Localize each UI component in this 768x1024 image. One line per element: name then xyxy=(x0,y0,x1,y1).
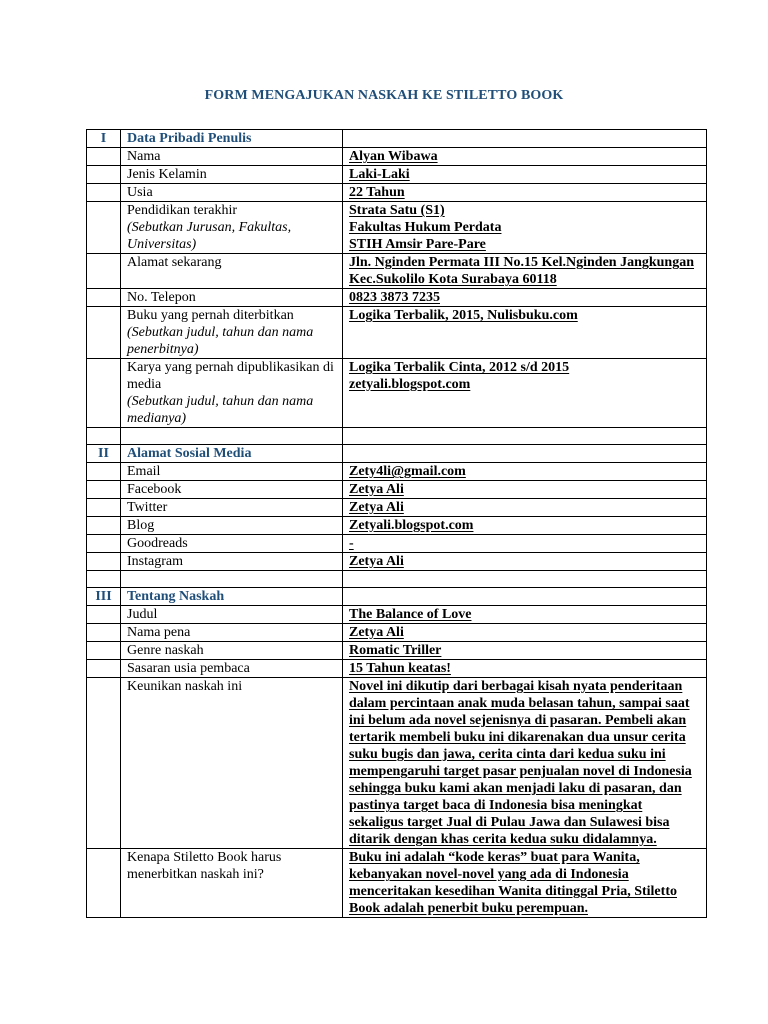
field-label-cell xyxy=(121,202,343,254)
field-value xyxy=(343,481,707,499)
section-header-value-cell xyxy=(343,130,707,148)
form-row xyxy=(87,166,707,184)
section-number: II xyxy=(87,445,121,463)
row-number-cell xyxy=(87,849,121,918)
field-label: Goodreads xyxy=(127,536,188,551)
form-row xyxy=(87,606,707,624)
section-header-row xyxy=(87,130,707,148)
field-label: No. Telepon xyxy=(127,290,196,305)
field-value xyxy=(343,307,707,359)
row-number-cell xyxy=(87,481,121,499)
field-label: Buku yang pernah diterbitkan xyxy=(127,308,294,323)
field-value-line: Zety4li@gmail.com xyxy=(349,464,466,479)
field-value xyxy=(343,184,707,202)
field-value xyxy=(343,499,707,517)
field-value-line: - xyxy=(349,536,354,551)
field-label: Email xyxy=(127,464,161,479)
field-label: Keunikan naskah ini xyxy=(127,679,243,694)
field-label-cell xyxy=(121,535,343,553)
field-value xyxy=(343,517,707,535)
form-row xyxy=(87,148,707,166)
field-value xyxy=(343,289,707,307)
row-number-cell xyxy=(87,202,121,254)
blank-cell xyxy=(87,571,121,588)
section-header-value-cell xyxy=(343,445,707,463)
field-value-line: Zetya Ali xyxy=(349,500,404,515)
field-value xyxy=(343,678,707,849)
field-value-line: The Balance of Love xyxy=(349,607,472,622)
field-hint: (Sebutkan judul, tahun dan nama medianya) xyxy=(127,394,314,426)
field-value-line: Fakultas Hukum Perdata xyxy=(349,220,502,235)
field-label-cell xyxy=(121,148,343,166)
form-row xyxy=(87,535,707,553)
field-label: Usia xyxy=(127,185,153,200)
section-number: I xyxy=(87,130,121,148)
field-value xyxy=(343,624,707,642)
field-label-cell xyxy=(121,678,343,849)
field-value-line: Zetya Ali xyxy=(349,482,404,497)
field-value-line: Strata Satu (S1) xyxy=(349,203,445,218)
field-value-line: Zetyali.blogspot.com xyxy=(349,518,474,533)
form-row xyxy=(87,499,707,517)
form-row xyxy=(87,307,707,359)
field-label-cell xyxy=(121,307,343,359)
form-row xyxy=(87,254,707,289)
form-row xyxy=(87,660,707,678)
section-header-value-cell xyxy=(343,588,707,606)
field-value xyxy=(343,535,707,553)
row-number-cell xyxy=(87,359,121,428)
form-title: FORM MENGAJUKAN NASKAH KE STILETTO BOOK xyxy=(204,88,564,103)
field-value-line: Zetya Ali xyxy=(349,554,404,569)
form-row xyxy=(87,517,707,535)
form-row xyxy=(87,202,707,254)
field-label-cell xyxy=(121,499,343,517)
form-body xyxy=(87,130,707,918)
row-number-cell xyxy=(87,184,121,202)
field-label-cell xyxy=(121,359,343,428)
field-label: Twitter xyxy=(127,500,168,515)
field-value-line: Logika Terbalik Cinta, 2012 s/d 2015 xyxy=(349,360,570,375)
section-heading: Alamat Sosial Media xyxy=(121,445,343,463)
blank-cell xyxy=(121,428,343,445)
field-value-line: zetyali.blogspot.com xyxy=(349,377,471,392)
row-number-cell xyxy=(87,624,121,642)
field-label-cell xyxy=(121,254,343,289)
field-value-line: Buku ini adalah “kode keras” buat para Wanita, kebanyakan novel-novel yang ada di Indonesia menceritakan kesedihan Wanita ditinggal Pria, Stiletto Book adalah penerbit buku perempuan. xyxy=(349,850,677,916)
field-label: Pendidikan terakhir xyxy=(127,203,238,218)
section-header-row xyxy=(87,445,707,463)
field-value-line: STIH Amsir Pare-Pare xyxy=(349,237,486,252)
field-value xyxy=(343,606,707,624)
row-number-cell xyxy=(87,642,121,660)
field-label: Alamat sekarang xyxy=(127,255,222,270)
field-value xyxy=(343,463,707,481)
form-row xyxy=(87,642,707,660)
field-label: Genre naskah xyxy=(127,643,204,658)
field-value xyxy=(343,166,707,184)
field-value-line: Laki-Laki xyxy=(349,167,410,182)
form-row xyxy=(87,289,707,307)
submission-form-table xyxy=(86,129,707,918)
row-number-cell xyxy=(87,660,121,678)
field-label-cell xyxy=(121,849,343,918)
field-label-cell xyxy=(121,166,343,184)
field-label-cell xyxy=(121,481,343,499)
section-heading: Data Pribadi Penulis xyxy=(121,130,343,148)
field-value-line: Alyan Wibawa xyxy=(349,149,438,164)
form-row xyxy=(87,481,707,499)
form-row xyxy=(87,359,707,428)
blank-separator-row xyxy=(87,428,707,445)
field-label-cell xyxy=(121,553,343,571)
field-value-line: Jln. Nginden Permata III No.15 Kel.Nginden Jangkungan Kec.Sukolilo Kota Surabaya 60118 xyxy=(349,255,695,287)
form-row xyxy=(87,184,707,202)
row-number-cell xyxy=(87,307,121,359)
form-row xyxy=(87,624,707,642)
blank-cell xyxy=(343,428,707,445)
field-label: Blog xyxy=(127,518,155,533)
field-value xyxy=(343,254,707,289)
field-label: Instagram xyxy=(127,554,183,569)
row-number-cell xyxy=(87,535,121,553)
row-number-cell xyxy=(87,553,121,571)
field-label-cell xyxy=(121,660,343,678)
field-hint: (Sebutkan Jurusan, Fakultas, Universitas) xyxy=(127,220,292,252)
field-value-line: Zetya Ali xyxy=(349,625,404,640)
row-number-cell xyxy=(87,166,121,184)
field-hint: (Sebutkan judul, tahun dan nama penerbitnya) xyxy=(127,325,314,357)
field-value xyxy=(343,202,707,254)
field-label: Judul xyxy=(127,607,158,622)
field-value-line: 22 Tahun xyxy=(349,185,405,200)
field-label-cell xyxy=(121,184,343,202)
field-value xyxy=(343,359,707,428)
field-value xyxy=(343,148,707,166)
section-header-row xyxy=(87,588,707,606)
field-value xyxy=(343,642,707,660)
blank-cell xyxy=(121,571,343,588)
field-value xyxy=(343,849,707,918)
field-label: Sasaran usia pembaca xyxy=(127,661,250,676)
field-label: Nama xyxy=(127,149,161,164)
row-number-cell xyxy=(87,463,121,481)
field-value-line: 15 Tahun keatas! xyxy=(349,661,451,676)
form-row xyxy=(87,849,707,918)
field-value-line: Novel ini dikutip dari berbagai kisah nyata penderitaan dalam percintaan anak muda belasan tahun, sampai saat ini belum ada novel sejenisnya di pasaran. Pembeli akan tertarik membeli buku ini dikarenakan dua unsur cerita suku bugis dan jawa, cerita cinta dari kedua suku ini mempengaruhi target pasar penjualan novel di Indonesia sehingga buku kami akan menjadi laku di pasaran, dan pastinya target baca di Indonesia bisa meningkat sekaligus target Jual di Pulau Jawa dan Sulawesi bisa ditarik dengan khas cerita kedua suku didalamnya. xyxy=(349,679,692,847)
form-row xyxy=(87,678,707,849)
field-label-cell xyxy=(121,624,343,642)
row-number-cell xyxy=(87,499,121,517)
row-number-cell xyxy=(87,254,121,289)
form-row xyxy=(87,553,707,571)
field-label: Karya yang pernah dipublikasikan di media xyxy=(127,360,334,392)
blank-cell xyxy=(343,571,707,588)
field-label: Nama pena xyxy=(127,625,191,640)
row-number-cell xyxy=(87,678,121,849)
field-label-cell xyxy=(121,642,343,660)
field-label: Jenis Kelamin xyxy=(127,167,207,182)
field-value-line: Romatic Triller xyxy=(349,643,442,658)
row-number-cell xyxy=(87,517,121,535)
field-label-cell xyxy=(121,606,343,624)
row-number-cell xyxy=(87,606,121,624)
field-value-line: 0823 3873 7235 xyxy=(349,290,440,305)
field-value-line: Logika Terbalik, 2015, Nulisbuku.com xyxy=(349,308,578,323)
blank-separator-row xyxy=(87,571,707,588)
field-value xyxy=(343,660,707,678)
field-label: Facebook xyxy=(127,482,182,497)
field-label-cell xyxy=(121,463,343,481)
form-row xyxy=(87,463,707,481)
field-label: Kenapa Stiletto Book harus menerbitkan naskah ini? xyxy=(127,850,282,882)
section-number: III xyxy=(87,588,121,606)
field-label-cell xyxy=(121,517,343,535)
section-heading: Tentang Naskah xyxy=(121,588,343,606)
row-number-cell xyxy=(87,148,121,166)
row-number-cell xyxy=(87,289,121,307)
blank-cell xyxy=(87,428,121,445)
field-value xyxy=(343,553,707,571)
field-label-cell xyxy=(121,289,343,307)
